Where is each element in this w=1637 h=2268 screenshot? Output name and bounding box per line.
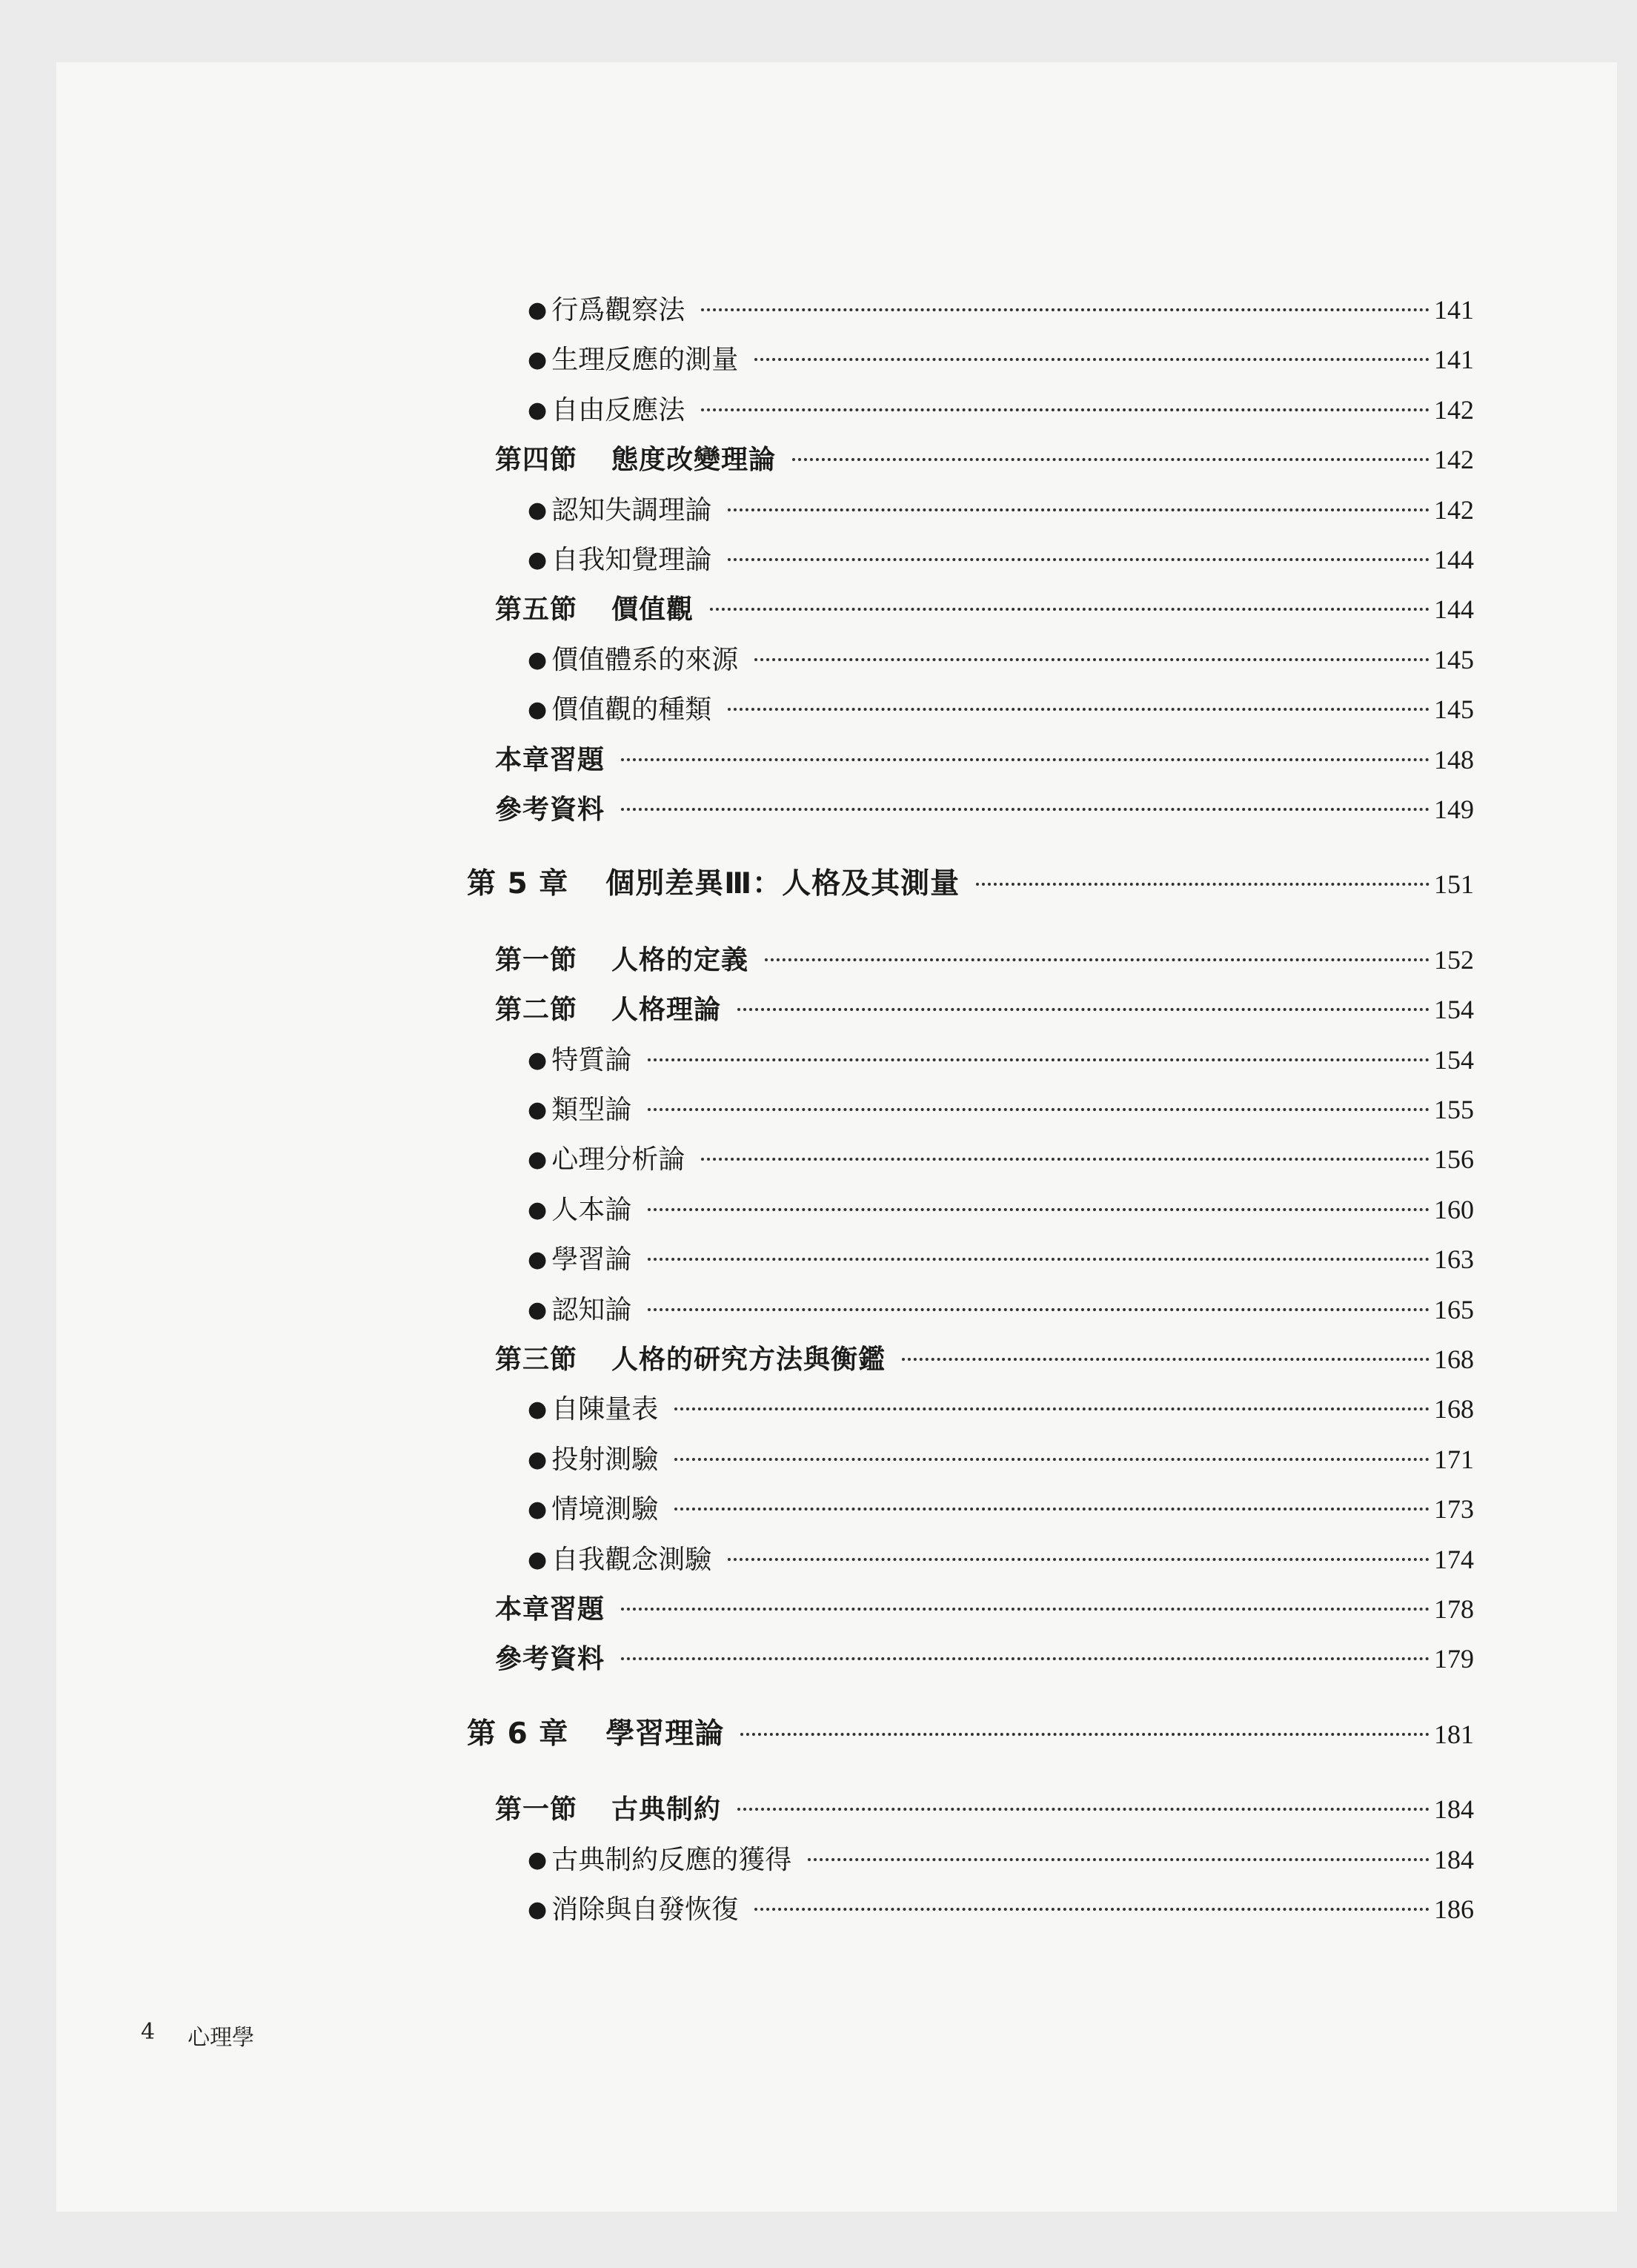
toc-entry-bullet xyxy=(528,1542,1474,1579)
dot-leader xyxy=(728,1558,1430,1561)
toc-entry-title xyxy=(495,1592,605,1628)
toc-entry-page-number: 178 xyxy=(1434,1594,1474,1624)
toc-entry-label: 第四節 xyxy=(495,445,578,475)
dot-leader xyxy=(701,408,1430,411)
toc-entry-bullet xyxy=(528,342,1474,379)
toc-entry-title xyxy=(495,943,748,978)
page-footer xyxy=(141,2019,254,2052)
dot-leader xyxy=(710,608,1430,611)
toc-entry-text: 人格的定義 xyxy=(611,945,749,975)
toc-entry-title xyxy=(495,1792,721,1828)
toc-entry-bullet xyxy=(528,1391,1474,1429)
toc-entry-title xyxy=(528,393,685,430)
toc-entry-label: 第 5 章 xyxy=(467,867,569,901)
dot-leader xyxy=(728,708,1430,711)
toc-entry-bullet xyxy=(528,1241,1474,1279)
dot-leader xyxy=(621,758,1430,761)
toc-entry-section xyxy=(495,1791,1474,1828)
toc-entry-title xyxy=(528,1293,631,1330)
toc-entry-title xyxy=(495,792,605,828)
toc-entry-title xyxy=(495,1642,605,1677)
dot-leader xyxy=(976,883,1430,886)
toc-entry-page-number: 173 xyxy=(1434,1494,1474,1524)
toc-entry-text: 自我知覺理論 xyxy=(551,545,712,575)
toc-entry-chapter xyxy=(467,1717,1474,1752)
toc-entry-page-number: 148 xyxy=(1434,745,1474,775)
toc-entry-label: 第三節 xyxy=(495,1344,578,1375)
toc-entry-title xyxy=(528,1043,631,1080)
toc-entry-section xyxy=(495,591,1474,628)
toc-entry-page-number: 186 xyxy=(1434,1894,1474,1924)
toc-entry-bullet xyxy=(528,1491,1474,1529)
toc-entry-text: 價值觀的種類 xyxy=(551,694,712,725)
toc-entry-label: 第一節 xyxy=(495,1794,578,1825)
dot-leader xyxy=(621,1657,1430,1660)
dot-leader xyxy=(754,658,1430,661)
toc-entry-bullet xyxy=(528,1442,1474,1479)
toc-entry-text: 人本論 xyxy=(551,1195,632,1225)
toc-entry-text: 人格的研究方法與衡鑑 xyxy=(611,1344,886,1375)
toc-entry-page-number: 142 xyxy=(1434,445,1474,474)
toc-entry-page-number: 171 xyxy=(1434,1445,1474,1474)
toc-entry-title xyxy=(495,1342,886,1378)
toc-entry-title xyxy=(528,342,738,379)
toc-entry-label: 第五節 xyxy=(495,594,578,625)
toc-entry-page-number: 168 xyxy=(1434,1344,1474,1374)
toc-entry-title xyxy=(495,743,605,778)
toc-entry-section xyxy=(495,1641,1474,1677)
dot-leader xyxy=(621,808,1430,811)
toc-entry-title xyxy=(528,1392,658,1429)
toc-entry-bullet xyxy=(528,292,1474,330)
toc-entry-text: 生理反應的測量 xyxy=(551,345,739,375)
toc-entry-title xyxy=(528,1442,658,1479)
toc-entry-bullet xyxy=(528,542,1474,580)
toc-entry-page-number: 149 xyxy=(1434,795,1474,824)
toc-entry-text: 投射測驗 xyxy=(551,1445,659,1475)
toc-entry-bullet xyxy=(528,1292,1474,1330)
dot-leader xyxy=(754,358,1430,361)
toc-entry-bullet xyxy=(528,1092,1474,1130)
toc-entry-title xyxy=(528,1142,685,1179)
toc-entry-text: 自我觀念測驗 xyxy=(551,1545,712,1575)
toc-entry-text: 類型論 xyxy=(551,1095,632,1125)
toc-entry-page-number: 142 xyxy=(1434,395,1474,425)
toc-entry-bullet xyxy=(528,1042,1474,1080)
dot-leader xyxy=(792,458,1430,461)
toc-entry-title xyxy=(528,1242,631,1279)
toc-entry-text: 學習論 xyxy=(551,1244,632,1275)
toc-entry-title xyxy=(528,293,685,330)
dot-leader xyxy=(648,1108,1430,1111)
toc-entry-text: 本章習題 xyxy=(495,1594,605,1625)
toc-entry-page-number: 154 xyxy=(1434,1045,1474,1075)
toc-entry-title xyxy=(528,1843,791,1880)
toc-entry-title xyxy=(495,592,694,628)
toc-entry-section xyxy=(495,942,1474,978)
toc-entry-bullet xyxy=(528,1141,1474,1179)
dot-leader xyxy=(648,1258,1430,1261)
toc-entry-page-number: 154 xyxy=(1434,995,1474,1024)
toc-entry-page-number: 142 xyxy=(1434,495,1474,525)
dot-leader xyxy=(728,508,1430,511)
toc-entry-text: 消除與自發恢復 xyxy=(551,1894,739,1925)
toc-entry-text: 古典制約反應的獲得 xyxy=(551,1845,792,1875)
toc-entry-text: 態度改變理論 xyxy=(611,445,777,475)
toc-entry-bullet xyxy=(528,1891,1474,1929)
toc-entry-bullet xyxy=(528,1192,1474,1230)
toc-entry-text: 行爲觀察法 xyxy=(551,295,685,325)
toc-entry-title xyxy=(528,692,711,729)
toc-entry-label: 第 6 章 xyxy=(467,1717,569,1751)
dot-leader xyxy=(740,1733,1430,1736)
toc-entry-page-number: 155 xyxy=(1434,1095,1474,1124)
dot-leader xyxy=(701,1158,1430,1161)
dot-leader xyxy=(737,1008,1430,1011)
toc-entry-title xyxy=(467,1717,724,1752)
toc-entry-page-number: 181 xyxy=(1434,1720,1474,1749)
dot-leader xyxy=(648,1308,1430,1311)
dot-leader xyxy=(902,1358,1430,1361)
toc-entry-section xyxy=(495,1591,1474,1628)
toc-entry-page-number: 151 xyxy=(1434,869,1474,899)
toc-entry-title xyxy=(495,442,776,478)
toc-entry-page-number: 163 xyxy=(1434,1244,1474,1274)
toc-entry-text: 自陳量表 xyxy=(551,1394,659,1425)
toc-entry-bullet xyxy=(528,642,1474,680)
dot-leader xyxy=(674,1508,1430,1511)
toc-entry-page-number: 179 xyxy=(1434,1644,1474,1674)
toc-entry-text: 個別差異Ⅲ：人格及其測量 xyxy=(605,867,960,901)
toc-entry-bullet xyxy=(528,692,1474,729)
toc-entry-title xyxy=(528,493,711,530)
toc-entry-label: 第二節 xyxy=(495,995,578,1025)
toc-entry-text: 自由反應法 xyxy=(551,395,685,425)
toc-entry-title xyxy=(528,543,711,580)
toc-entry-text: 本章習題 xyxy=(495,745,605,775)
toc-entry-title xyxy=(528,1193,631,1230)
toc-entry-bullet xyxy=(528,1842,1474,1880)
toc-entry-bullet xyxy=(528,492,1474,530)
toc-entry-page-number: 145 xyxy=(1434,694,1474,724)
toc-entry-text: 心理分析論 xyxy=(551,1144,685,1175)
toc-entry-text: 價值體系的來源 xyxy=(551,645,739,675)
footer-book-title: 心理學 xyxy=(187,2025,255,2051)
toc-entry-page-number: 141 xyxy=(1434,295,1474,325)
toc-entry-page-number: 184 xyxy=(1434,1845,1474,1874)
toc-entry-text: 參考資料 xyxy=(495,795,605,825)
toc-entry-text: 參考資料 xyxy=(495,1644,605,1674)
toc-entry-section xyxy=(495,792,1474,828)
dot-leader xyxy=(728,558,1430,561)
toc-entry-page-number: 156 xyxy=(1434,1144,1474,1174)
toc-entry-text: 古典制約 xyxy=(611,1794,722,1825)
toc-entry-text: 特質論 xyxy=(551,1045,632,1075)
toc-entry-title xyxy=(495,992,721,1028)
toc-entry-label: 第一節 xyxy=(495,945,578,975)
dot-leader xyxy=(808,1858,1430,1861)
toc-entry-title xyxy=(528,643,738,680)
toc-entry-title xyxy=(528,1092,631,1130)
toc-entry-title xyxy=(528,1892,738,1929)
dot-leader xyxy=(648,1208,1430,1211)
toc-entry-title xyxy=(467,866,960,902)
toc-entry-section xyxy=(495,992,1474,1028)
dot-leader xyxy=(621,1608,1430,1611)
toc-entry-section xyxy=(495,442,1474,478)
toc-entry-section xyxy=(495,742,1474,778)
toc-entry-text: 情境測驗 xyxy=(551,1494,659,1525)
toc-entry-page-number: 144 xyxy=(1434,594,1474,624)
toc-entry-bullet xyxy=(528,392,1474,430)
toc-entry-page-number: 160 xyxy=(1434,1195,1474,1224)
toc-entry-chapter xyxy=(467,866,1474,902)
dot-leader xyxy=(737,1808,1430,1811)
toc-entry-text: 認知失調理論 xyxy=(551,495,712,525)
toc-entry-text: 認知論 xyxy=(551,1295,632,1325)
toc-entry-page-number: 152 xyxy=(1434,945,1474,975)
toc-entry-title xyxy=(528,1492,658,1529)
toc-entry-page-number: 168 xyxy=(1434,1394,1474,1424)
toc-entry-page-number: 144 xyxy=(1434,545,1474,574)
toc-entry-page-number: 145 xyxy=(1434,645,1474,674)
dot-leader xyxy=(754,1908,1430,1911)
dot-leader xyxy=(648,1058,1430,1061)
toc-entry-text: 學習理論 xyxy=(605,1717,725,1751)
toc-entry-page-number: 141 xyxy=(1434,345,1474,374)
toc-entry-page-number: 184 xyxy=(1434,1794,1474,1824)
dot-leader xyxy=(701,308,1430,311)
toc-entry-page-number: 165 xyxy=(1434,1295,1474,1324)
footer-page-number: 4 xyxy=(141,2019,156,2045)
toc-entry-text: 價值觀 xyxy=(611,594,694,625)
toc-entry-page-number: 174 xyxy=(1434,1545,1474,1574)
toc-entry-section xyxy=(495,1342,1474,1378)
dot-leader xyxy=(674,1407,1430,1410)
dot-leader xyxy=(674,1458,1430,1461)
toc-entry-text: 人格理論 xyxy=(611,995,722,1025)
toc-entry-title xyxy=(528,1542,711,1579)
dot-leader xyxy=(765,958,1430,961)
